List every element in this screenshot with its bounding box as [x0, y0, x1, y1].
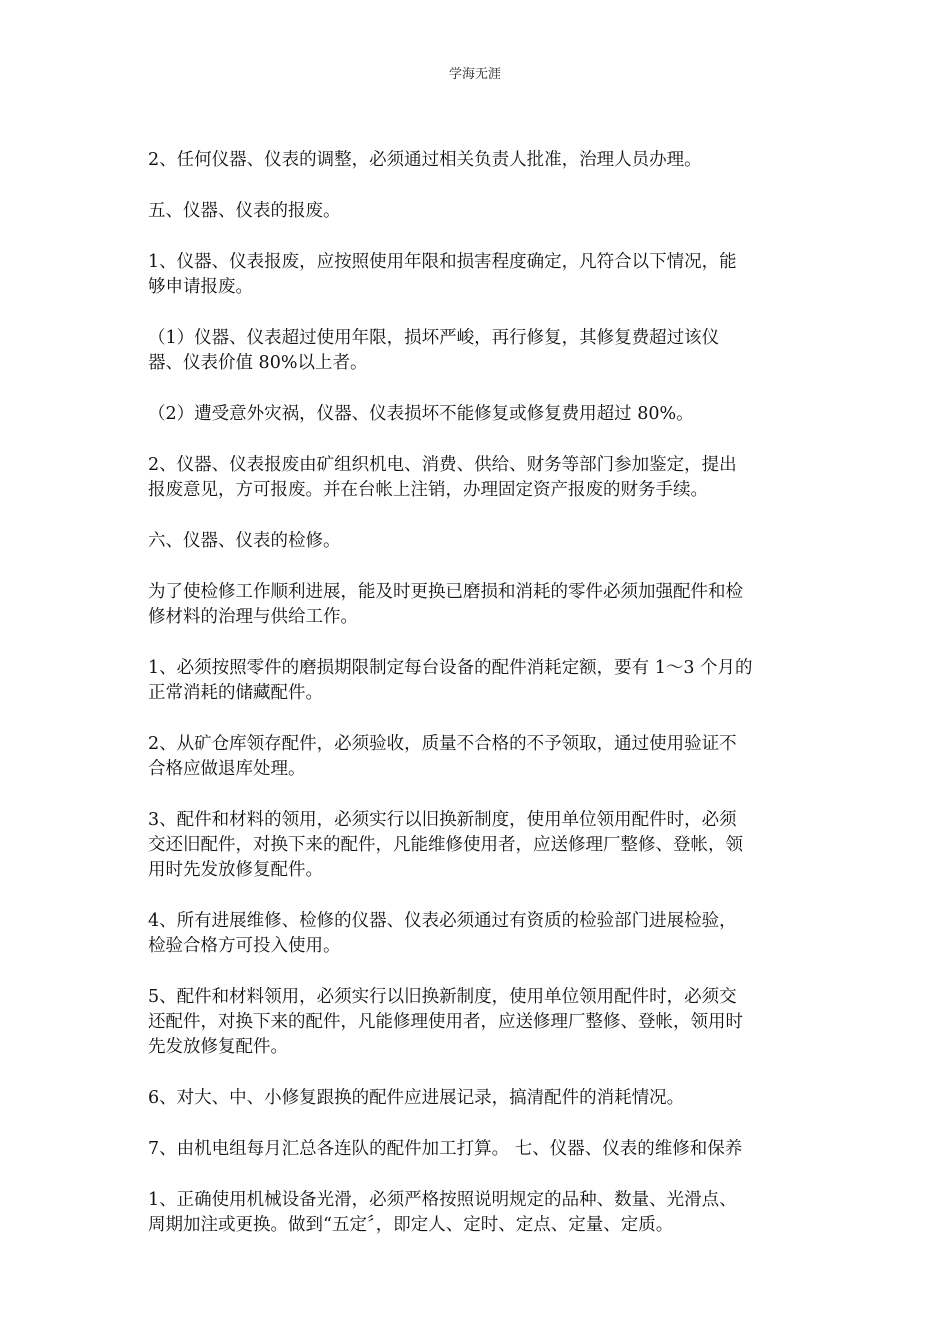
paragraph: 1、必须按照零件的磨损期限制定每台设备的配件消耗定额，要有 1～3 个月的 正常消耗的储藏配件。	[148, 658, 753, 703]
paragraph: 5、配件和材料领用，必须实行以旧换新制度，使用单位领用配件时，必须交 还配件，对换下来的配件，凡能修理使用者，应送修理厂整修、登帐，领用时 先发放修复配件。	[148, 987, 743, 1057]
paragraph: （1）仪器、仪表超过使用年限，损坏严峻，再行修复，其修复费超过该仪 器、仪表价值 80%以上者。	[148, 328, 720, 373]
paragraph: 2、仪器、仪表报废由矿组织机电、消费、供给、财务等部门参加鉴定，提出 报废意见，方可报废。并在台帐上注销，办理固定资产报废的财务手续。	[148, 455, 737, 500]
paragraph: 2、从矿仓库领存配件，必须验收，质量不合格的不予领取，通过使用验证不 合格应做退库处理。	[148, 734, 737, 779]
paragraph: 为了使检修工作顺利进展，能及时更换已磨损和消耗的零件必须加强配件和检 修材料的治理与供给工作。	[148, 582, 743, 627]
section-heading: 六、仪器、仪表的检修。	[148, 531, 341, 551]
paragraph: （2）遭受意外灾祸，仪器、仪表损坏不能修复或修复费用超过 80%。	[148, 404, 694, 424]
paragraph: 7、由机电组每月汇总各连队的配件加工打算。 七、仪器、仪表的维修和保养	[148, 1139, 743, 1159]
paragraph: 6、对大、中、小修复跟换的配件应进展记录，搞清配件的消耗情况。	[148, 1088, 685, 1108]
section-heading: 五、仪器、仪表的报废。	[148, 201, 341, 221]
document-body	[148, 148, 803, 1264]
paragraph: 1、正确使用机械设备光滑，必须严格按照说明规定的品种、数量、光滑点、 周期加注或更换。做到“五定〞，即定人、定时、定点、定量、定质。	[148, 1190, 737, 1235]
paragraph: 3、配件和材料的领用，必须实行以旧换新制度，使用单位领用配件时，必须 交还旧配件，对换下来的配件，凡能维修使用者，应送修理厂整修、登帐，领 用时先发放修复配件。	[148, 810, 743, 880]
page-header: 学海无涯	[448, 67, 501, 82]
paragraph: 1、仪器、仪表报废，应按照使用年限和损害程度确定，凡符合以下情况，能 够申请报废。	[148, 252, 737, 297]
paragraph: 4、所有进展维修、检修的仪器、仪表必须通过有资质的检验部门进展检验， 检验合格方可投入使用。	[148, 911, 737, 956]
paragraph: 2、任何仪器、仪表的调整，必须通过相关负责人批准，治理人员办理。	[148, 150, 702, 170]
